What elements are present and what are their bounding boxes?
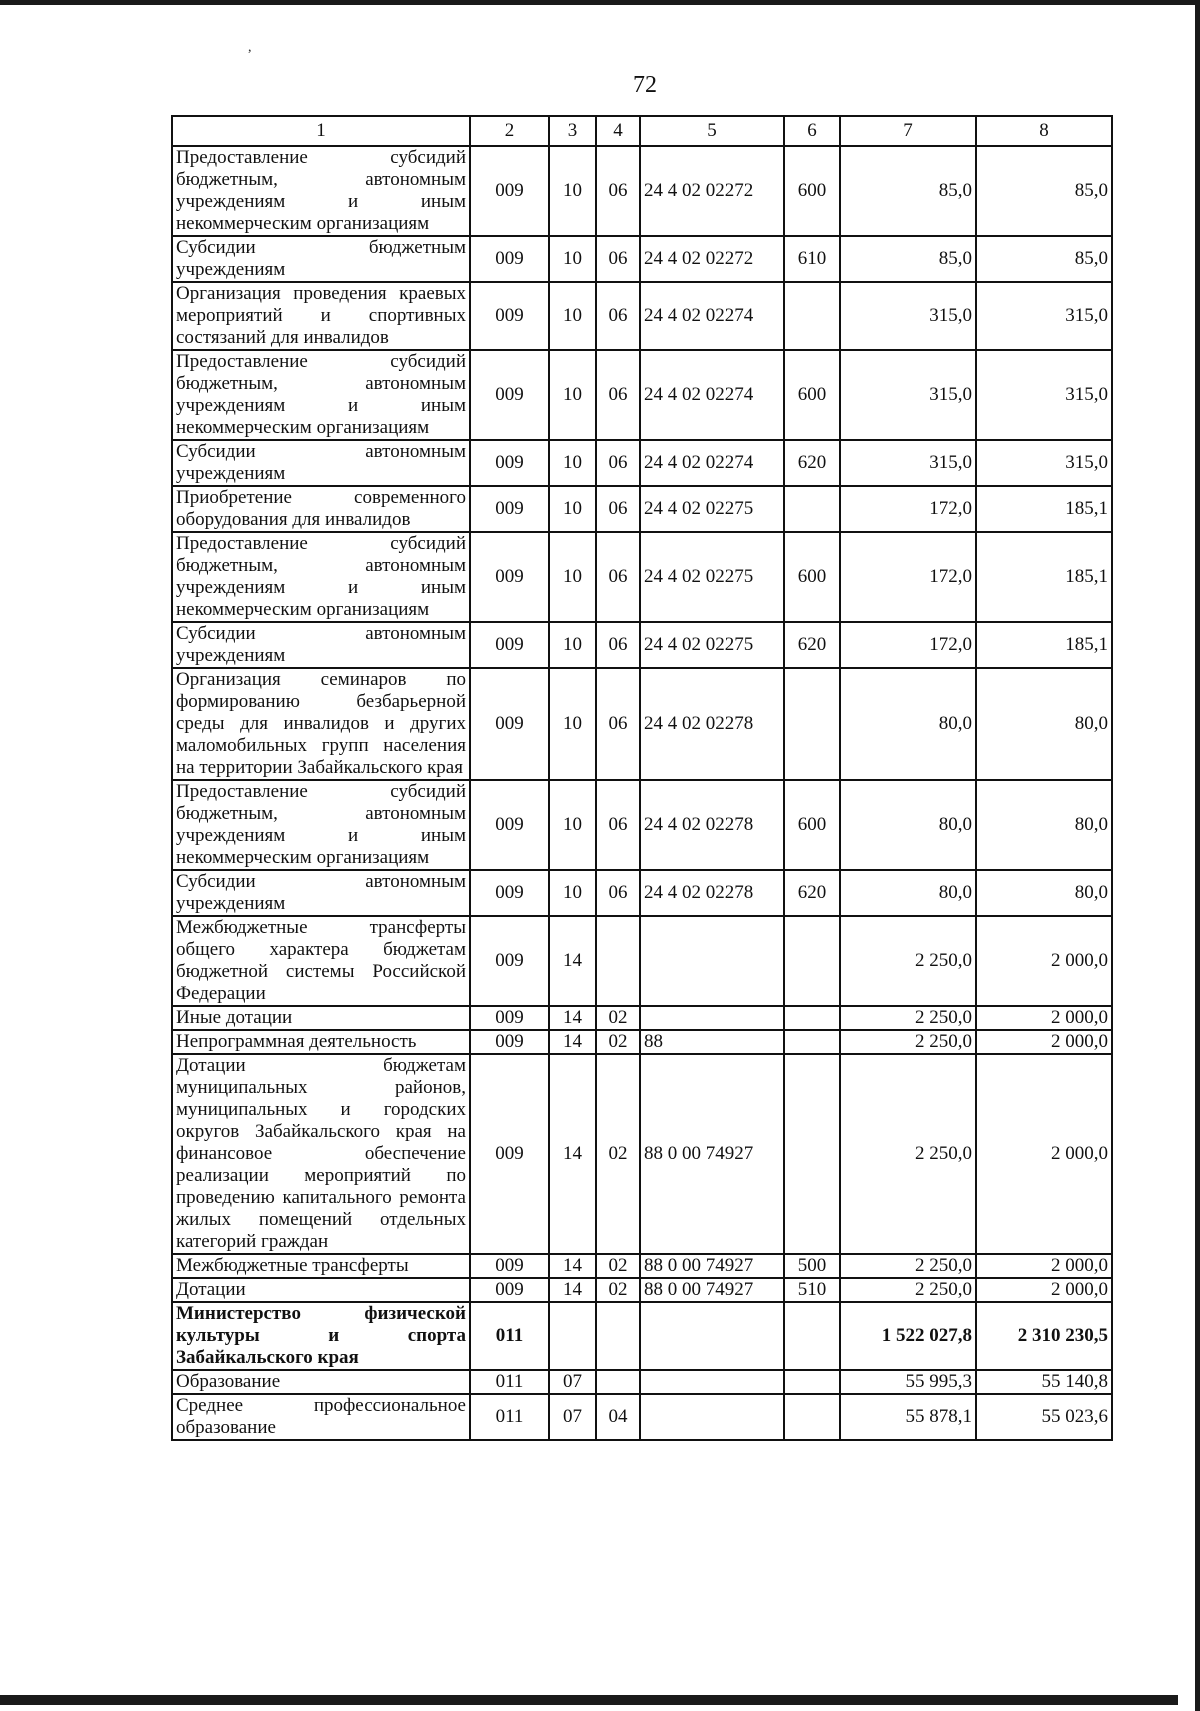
ministry-code-cell: 011	[470, 1370, 549, 1394]
table-row	[172, 1254, 1112, 1278]
expense-type-cell: 600	[784, 350, 840, 440]
section-code-cell: 14	[549, 1278, 596, 1302]
expense-type-cell: 600	[784, 146, 840, 236]
ministry-code-cell: 009	[470, 236, 549, 282]
table-body	[172, 146, 1112, 1440]
amount-year2-cell: 80,0	[976, 870, 1112, 916]
table-row	[172, 1278, 1112, 1302]
expense-type-cell	[784, 916, 840, 1006]
table-row	[172, 440, 1112, 486]
table-row	[172, 146, 1112, 236]
expense-type-cell	[784, 486, 840, 532]
amount-year1-cell: 2 250,0	[840, 1030, 976, 1054]
table-row	[172, 916, 1112, 1006]
section-code-cell: 10	[549, 780, 596, 870]
row-name-cell: Межбюджетные трансферты	[172, 1254, 470, 1278]
scan-speck: ,	[248, 40, 252, 55]
subsection-code-cell: 06	[596, 668, 640, 780]
expense-type-cell	[784, 1302, 840, 1370]
target-article-cell: 88 0 00 74927	[640, 1054, 784, 1254]
amount-year2-cell: 85,0	[976, 146, 1112, 236]
amount-year2-cell: 2 000,0	[976, 916, 1112, 1006]
expense-type-cell: 600	[784, 532, 840, 622]
amount-year2-cell: 2 310 230,5	[976, 1302, 1112, 1370]
expense-type-cell	[784, 1370, 840, 1394]
amount-year1-cell: 2 250,0	[840, 1006, 976, 1030]
amount-year1-cell: 172,0	[840, 622, 976, 668]
header-cell: 5	[640, 116, 784, 146]
target-article-cell: 24 4 02 02278	[640, 780, 784, 870]
amount-year1-cell: 85,0	[840, 146, 976, 236]
target-article-cell: 24 4 02 02272	[640, 146, 784, 236]
expense-type-cell	[784, 1394, 840, 1440]
row-name-cell: Предоставление субсидий бюджетным, автономным учреждениям и иным некоммерческим организациям	[172, 146, 470, 236]
header-row	[172, 116, 1112, 146]
table-row	[172, 1006, 1112, 1030]
ministry-code-cell: 009	[470, 1254, 549, 1278]
section-code-cell: 10	[549, 350, 596, 440]
row-name-cell: Дотации бюджетам муниципальных районов, муниципальных и городских округов Забайкальского края на финансовое обеспечение реализации мероприятий по проведению капитального ремонта жилых помещений отдельных категорий граждан	[172, 1054, 470, 1254]
amount-year2-cell: 80,0	[976, 780, 1112, 870]
amount-year1-cell: 80,0	[840, 870, 976, 916]
target-article-cell	[640, 1370, 784, 1394]
target-article-cell: 24 4 02 02274	[640, 350, 784, 440]
row-name-cell: Организация проведения краевых мероприятий и спортивных состязаний для инвалидов	[172, 282, 470, 350]
amount-year2-cell: 185,1	[976, 486, 1112, 532]
row-name-cell: Образование	[172, 1370, 470, 1394]
subsection-code-cell	[596, 1370, 640, 1394]
target-article-cell: 88	[640, 1030, 784, 1054]
row-name-cell: Межбюджетные трансферты общего характера бюджетам бюджетной системы Российской Федерации	[172, 916, 470, 1006]
ministry-code-cell: 009	[470, 1030, 549, 1054]
amount-year1-cell: 315,0	[840, 350, 976, 440]
amount-year1-cell: 55 878,1	[840, 1394, 976, 1440]
header-cell: 1	[172, 116, 470, 146]
row-name-cell: Предоставление субсидий бюджетным, автономным учреждениям и иным некоммерческим организациям	[172, 532, 470, 622]
amount-year1-cell: 315,0	[840, 282, 976, 350]
amount-year2-cell: 185,1	[976, 532, 1112, 622]
amount-year2-cell: 55 140,8	[976, 1370, 1112, 1394]
amount-year2-cell: 315,0	[976, 282, 1112, 350]
ministry-code-cell: 009	[470, 1006, 549, 1030]
amount-year1-cell: 172,0	[840, 486, 976, 532]
amount-year2-cell: 315,0	[976, 350, 1112, 440]
ministry-code-cell: 009	[470, 282, 549, 350]
expense-type-cell: 620	[784, 622, 840, 668]
amount-year2-cell: 315,0	[976, 440, 1112, 486]
ministry-code-cell: 011	[470, 1302, 549, 1370]
ministry-code-cell: 009	[470, 350, 549, 440]
header-cell: 8	[976, 116, 1112, 146]
scan-border-bottom	[0, 1695, 1178, 1705]
expense-type-cell	[784, 282, 840, 350]
subsection-code-cell: 02	[596, 1006, 640, 1030]
row-name-cell: Предоставление субсидий бюджетным, автономным учреждениям и иным некоммерческим организациям	[172, 350, 470, 440]
amount-year2-cell: 2 000,0	[976, 1254, 1112, 1278]
expense-type-cell	[784, 1054, 840, 1254]
section-code-cell: 14	[549, 1006, 596, 1030]
row-name-cell: Дотации	[172, 1278, 470, 1302]
section-code-cell: 10	[549, 668, 596, 780]
target-article-cell: 88 0 00 74927	[640, 1278, 784, 1302]
row-name-cell: Непрограммная деятельность	[172, 1030, 470, 1054]
amount-year1-cell: 172,0	[840, 532, 976, 622]
table-row	[172, 1054, 1112, 1254]
scan-border-right	[1195, 0, 1200, 1711]
ministry-code-cell: 009	[470, 146, 549, 236]
subsection-code-cell: 06	[596, 870, 640, 916]
target-article-cell	[640, 1394, 784, 1440]
section-code-cell: 14	[549, 1254, 596, 1278]
expense-type-cell: 620	[784, 870, 840, 916]
section-code-cell: 07	[549, 1370, 596, 1394]
expense-type-cell: 620	[784, 440, 840, 486]
table-row	[172, 668, 1112, 780]
row-name-cell: Субсидии автономным учреждениям	[172, 440, 470, 486]
table-row	[172, 870, 1112, 916]
section-code-cell: 07	[549, 1394, 596, 1440]
section-code-cell: 10	[549, 486, 596, 532]
subsection-code-cell: 02	[596, 1278, 640, 1302]
expense-type-cell	[784, 668, 840, 780]
ministry-code-cell: 009	[470, 440, 549, 486]
section-code-cell	[549, 1302, 596, 1370]
amount-year1-cell: 315,0	[840, 440, 976, 486]
target-article-cell	[640, 1006, 784, 1030]
amount-year1-cell: 2 250,0	[840, 1054, 976, 1254]
header-cell: 4	[596, 116, 640, 146]
amount-year1-cell: 2 250,0	[840, 1278, 976, 1302]
table-row	[172, 622, 1112, 668]
subsection-code-cell: 06	[596, 236, 640, 282]
row-name-cell: Предоставление субсидий бюджетным, автономным учреждениям и иным некоммерческим организациям	[172, 780, 470, 870]
subsection-code-cell: 06	[596, 622, 640, 668]
amount-year1-cell: 2 250,0	[840, 916, 976, 1006]
ministry-code-cell: 009	[470, 780, 549, 870]
amount-year1-cell: 80,0	[840, 780, 976, 870]
amount-year2-cell: 2 000,0	[976, 1030, 1112, 1054]
ministry-code-cell: 009	[470, 916, 549, 1006]
header-cell: 2	[470, 116, 549, 146]
table-row	[172, 486, 1112, 532]
target-article-cell: 24 4 02 02274	[640, 440, 784, 486]
ministry-code-cell: 009	[470, 532, 549, 622]
row-name-cell: Иные дотации	[172, 1006, 470, 1030]
header-cell: 6	[784, 116, 840, 146]
row-name-cell: Министерство физической культуры и спорта Забайкальского края	[172, 1302, 470, 1370]
amount-year2-cell: 85,0	[976, 236, 1112, 282]
subsection-code-cell: 02	[596, 1054, 640, 1254]
target-article-cell: 24 4 02 02275	[640, 622, 784, 668]
page-number: 72	[633, 72, 657, 98]
amount-year2-cell: 80,0	[976, 668, 1112, 780]
table-row	[172, 236, 1112, 282]
amount-year2-cell: 2 000,0	[976, 1006, 1112, 1030]
table-row	[172, 1370, 1112, 1394]
ministry-code-cell: 009	[470, 1054, 549, 1254]
table-row	[172, 1394, 1112, 1440]
ministry-code-cell: 009	[470, 870, 549, 916]
amount-year2-cell: 55 023,6	[976, 1394, 1112, 1440]
target-article-cell	[640, 916, 784, 1006]
scan-border-top	[0, 0, 1200, 5]
table-row	[172, 1302, 1112, 1370]
subsection-code-cell: 04	[596, 1394, 640, 1440]
amount-year2-cell: 2 000,0	[976, 1054, 1112, 1254]
subsection-code-cell: 06	[596, 532, 640, 622]
row-name-cell: Субсидии бюджетным учреждениям	[172, 236, 470, 282]
subsection-code-cell: 06	[596, 486, 640, 532]
section-code-cell: 10	[549, 146, 596, 236]
table-row	[172, 350, 1112, 440]
table-row	[172, 532, 1112, 622]
section-code-cell: 10	[549, 282, 596, 350]
row-name-cell: Приобретение современного оборудования для инвалидов	[172, 486, 470, 532]
expense-type-cell: 610	[784, 236, 840, 282]
section-code-cell: 14	[549, 1030, 596, 1054]
section-code-cell: 10	[549, 236, 596, 282]
amount-year1-cell: 85,0	[840, 236, 976, 282]
subsection-code-cell	[596, 1302, 640, 1370]
section-code-cell: 10	[549, 532, 596, 622]
table-row	[172, 282, 1112, 350]
subsection-code-cell: 02	[596, 1030, 640, 1054]
target-article-cell: 24 4 02 02272	[640, 236, 784, 282]
amount-year1-cell: 1 522 027,8	[840, 1302, 976, 1370]
table-row	[172, 1030, 1112, 1054]
row-name-cell: Субсидии автономным учреждениям	[172, 622, 470, 668]
ministry-code-cell: 009	[470, 668, 549, 780]
target-article-cell: 24 4 02 02278	[640, 870, 784, 916]
subsection-code-cell: 06	[596, 146, 640, 236]
expense-type-cell	[784, 1030, 840, 1054]
target-article-cell: 24 4 02 02274	[640, 282, 784, 350]
amount-year1-cell: 55 995,3	[840, 1370, 976, 1394]
ministry-code-cell: 009	[470, 622, 549, 668]
ministry-code-cell: 011	[470, 1394, 549, 1440]
expense-type-cell	[784, 1006, 840, 1030]
subsection-code-cell: 06	[596, 780, 640, 870]
section-code-cell: 14	[549, 916, 596, 1006]
expense-type-cell: 600	[784, 780, 840, 870]
amount-year1-cell: 80,0	[840, 668, 976, 780]
section-code-cell: 14	[549, 1054, 596, 1254]
table-row	[172, 780, 1112, 870]
row-name-cell: Субсидии автономным учреждениям	[172, 870, 470, 916]
section-code-cell: 10	[549, 870, 596, 916]
ministry-code-cell: 009	[470, 486, 549, 532]
amount-year2-cell: 2 000,0	[976, 1278, 1112, 1302]
row-name-cell: Организация семинаров по формированию безбарьерной среды для инвалидов и других маломобильных групп населения на территории Забайкальского края	[172, 668, 470, 780]
subsection-code-cell	[596, 916, 640, 1006]
amount-year1-cell: 2 250,0	[840, 1254, 976, 1278]
subsection-code-cell: 02	[596, 1254, 640, 1278]
section-code-cell: 10	[549, 622, 596, 668]
expense-type-cell: 500	[784, 1254, 840, 1278]
target-article-cell: 24 4 02 02275	[640, 486, 784, 532]
header-cell: 7	[840, 116, 976, 146]
target-article-cell: 24 4 02 02278	[640, 668, 784, 780]
ministry-code-cell: 009	[470, 1278, 549, 1302]
subsection-code-cell: 06	[596, 350, 640, 440]
expense-type-cell: 510	[784, 1278, 840, 1302]
target-article-cell: 24 4 02 02275	[640, 532, 784, 622]
section-code-cell: 10	[549, 440, 596, 486]
target-article-cell: 88 0 00 74927	[640, 1254, 784, 1278]
subsection-code-cell: 06	[596, 440, 640, 486]
target-article-cell	[640, 1302, 784, 1370]
amount-year2-cell: 185,1	[976, 622, 1112, 668]
subsection-code-cell: 06	[596, 282, 640, 350]
budget-table	[171, 115, 1113, 1441]
header-cell: 3	[549, 116, 596, 146]
row-name-cell: Среднее профессиональное образование	[172, 1394, 470, 1440]
